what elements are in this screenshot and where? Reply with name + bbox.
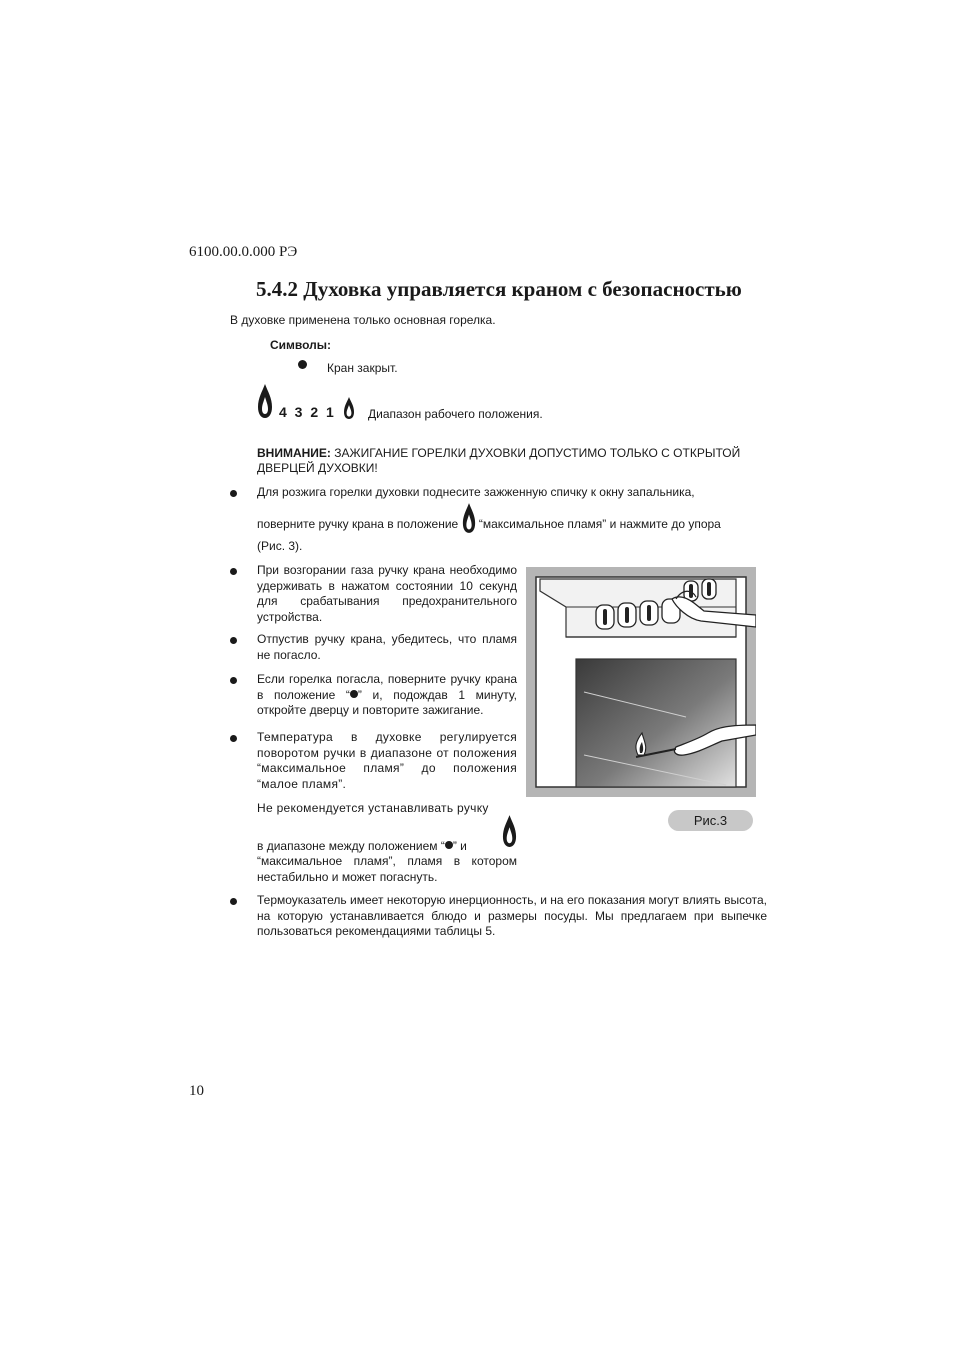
flame-min-icon	[343, 396, 355, 420]
not-recommended-a: в диапазоне между положением “	[257, 839, 445, 853]
not-recommended-line-1: Не рекомендуется устанавливать ручку	[257, 801, 489, 815]
not-recommended-line-2	[257, 839, 502, 855]
hold-text: При возгорании газа ручку крана необходимо удерживать в нажатом состоянии 10 секунд для срабатывания предохранительного устройства.	[257, 563, 517, 624]
section-title: 5.4.2 Духовка управляется краном с безопасностью	[256, 277, 742, 301]
figure-caption: Рис.3	[668, 810, 753, 831]
bullet-dot	[230, 568, 237, 575]
closed-dot-icon	[445, 841, 453, 849]
relight-text	[257, 672, 517, 719]
bullet-dot	[230, 637, 237, 644]
warning-text: ЗАЖИГАНИЕ ГОРЕЛКИ ДУХОВКИ ДОПУСТИМО ТОЛЬКО С ОТКРЫТОЙ ДВЕРЦЕЙ ДУХОВКИ!	[257, 446, 741, 475]
flame-max-icon	[462, 502, 476, 534]
release-text: Отпустив ручку крана, убедитесь, что пламя не погасло.	[257, 632, 517, 662]
not-recommended-b: ” и	[452, 839, 467, 853]
relight-text-b: ” и, подождав 1 минуту, откройте дверцу и повторите зажигание.	[257, 687, 518, 717]
ignite-text-b: “максимальное пламя” и нажмите до упора	[475, 517, 721, 531]
range-label: Диапазон рабочего положения.	[368, 407, 543, 421]
not-recommended-line-3: “максимальное пламя”, пламя в котором нестабильно и может погаснуть.	[257, 854, 517, 884]
symbols-heading: Символы:	[270, 338, 332, 352]
relight-text-a: Если горелка погасла, поверните ручку крана в положение “	[257, 672, 517, 702]
bullet-dot	[230, 735, 237, 742]
warning-note	[257, 446, 767, 476]
figure-3-illustration	[526, 567, 756, 797]
ignite-line-1: Для розжига горелки духовки поднесите зажженную спичку к окну запальника,	[257, 485, 695, 499]
ignite-line-3: (Рис. 3).	[257, 539, 303, 553]
bullet-dot	[230, 490, 237, 497]
closed-label: Кран закрыт.	[327, 361, 398, 375]
document-code: 6100.00.0.000 РЭ	[189, 244, 298, 260]
bullet-dot	[230, 898, 237, 905]
ignite-text-a: поверните ручку крана в положение	[257, 517, 462, 531]
ignite-line-2	[257, 502, 767, 538]
page-number: 10	[189, 1083, 204, 1099]
temp-text: Температура в духовке регулируется поворотом ручки в диапазоне от положения “максимальное пламя” до положения “малое пламя”.	[257, 730, 517, 791]
intro-text: В духовке применена только основная горелка.	[230, 313, 496, 327]
closed-dot-icon	[298, 360, 307, 369]
flame-max-icon	[257, 383, 273, 419]
position-numbers: 4 3 2 1	[279, 404, 334, 420]
closed-dot-icon	[350, 690, 358, 698]
bullet-dot	[230, 677, 237, 684]
oven-drawing	[526, 567, 756, 797]
flame-max-icon	[502, 814, 517, 848]
warning-lead: ВНИМАНИЕ:	[257, 446, 331, 460]
thermo-text: Термоуказатель имеет некоторую инерционность, и на его показания могут влиять высота, на которую устанавливается блюдо и размеры посуды. Мы предлагаем при выпечке пользоваться рекомендациями таблицы 5.	[257, 893, 767, 938]
